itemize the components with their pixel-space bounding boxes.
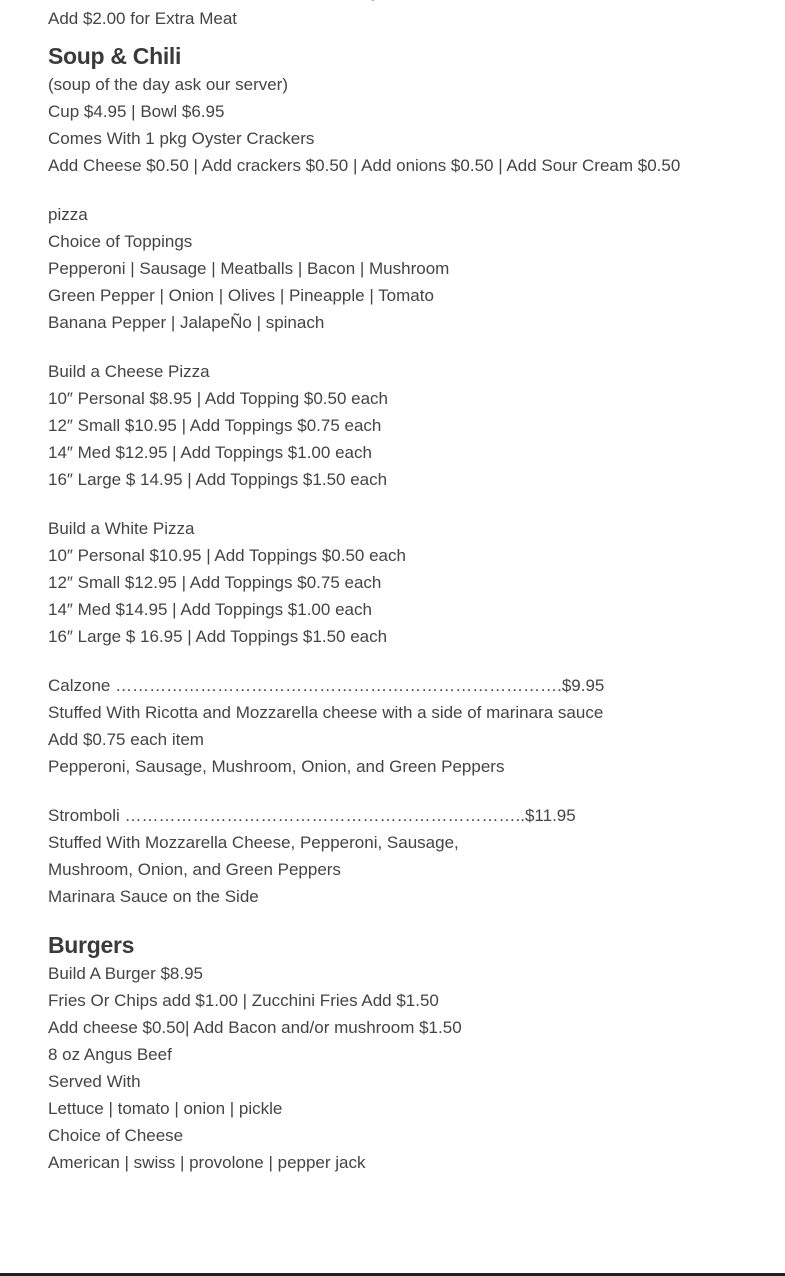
burger-line: Build A Burger $8.95: [48, 964, 204, 983]
cheese-pizza-line: Build a Cheese Pizza: [48, 362, 210, 381]
burgers-heading: Burgers: [48, 932, 135, 958]
soup-line: (soup of the day ask our server): [48, 75, 289, 94]
pizza-line: Choice of Toppings: [48, 232, 193, 251]
calzone-line: Pepperoni, Sausage, Mushroom, Onion, and Green Peppers: [48, 757, 505, 776]
spacer: [48, 493, 768, 515]
pizza-line: Pepperoni | Sausage | Meatballs | Bacon | Mushroom: [48, 259, 450, 278]
menu-content: [48, 0, 768, 1176]
white-pizza-line: 12″ Small $12.95 | Add Toppings $0.75 each: [48, 573, 382, 592]
white-pizza-line: 16″ Large $ 16.95 | Add Toppings $1.50 each: [48, 627, 388, 646]
burger-line: Served With: [48, 1072, 141, 1091]
pizza-title: pizza: [48, 205, 88, 224]
spacer: [48, 650, 768, 672]
burger-line: Lettuce | tomato | onion | pickle: [48, 1099, 283, 1118]
cheese-pizza-line: 12″ Small $10.95 | Add Toppings $0.75 each: [48, 416, 382, 435]
soup-line: Comes With 1 pkg Oyster Crackers: [48, 129, 315, 148]
calzone-line: Calzone …………………………………………………………………….$9.95: [48, 676, 605, 695]
pizza-line: Green Pepper | Onion | Olives | Pineapple | Tomato: [48, 286, 434, 305]
burger-line: American | swiss | provolone | pepper jack: [48, 1153, 366, 1172]
cheese-pizza-line: 14″ Med $12.95 | Add Toppings $1.00 each: [48, 443, 372, 462]
soup-chili-heading: Soup & Chili: [48, 43, 182, 69]
spacer: [48, 179, 768, 201]
stromboli-line: Stuffed With Mozzarella Cheese, Pepperoni, Sausage,: [48, 833, 459, 852]
cheese-pizza-line: 10″ Personal $8.95 | Add Topping $0.50 each: [48, 389, 388, 408]
white-pizza-line: 10″ Personal $10.95 | Add Toppings $0.50 each: [48, 546, 406, 565]
burger-line: Choice of Cheese: [48, 1126, 184, 1145]
stromboli-line: Mushroom, Onion, and Green Peppers: [48, 860, 341, 879]
burger-line: Add cheese $0.50| Add Bacon and/or mushroom $1.50: [48, 1018, 462, 1037]
burger-line: Fries Or Chips add $1.00 | Zucchini Fries Add $1.50: [48, 991, 439, 1010]
stromboli-line: Marinara Sauce on the Side: [48, 887, 259, 906]
spacer: [48, 336, 768, 358]
white-pizza-line: 14″ Med $14.95 | Add Toppings $1.00 each: [48, 600, 372, 619]
burger-line: 8 oz Angus Beef: [48, 1045, 172, 1064]
stromboli-line: Stromboli ……………………………………………………………..$11.95: [48, 806, 576, 825]
spacer: [48, 780, 768, 802]
calzone-line: Stuffed With Ricotta and Mozzarella cheese with a side of marinara sauce: [48, 703, 604, 722]
soup-line: Add Cheese $0.50 | Add crackers $0.50 | Add onions $0.50 | Add Sour Cream $0.50: [48, 156, 681, 175]
pizza-line: Banana Pepper | JalapeÑo | spinach: [48, 313, 325, 332]
calzone-line: Add $0.75 each item: [48, 730, 204, 749]
soup-line: Cup $4.95 | Bowl $6.95: [48, 102, 225, 121]
extra-meat-line: Add $2.00 for Extra Meat: [48, 9, 237, 28]
white-pizza-line: Build a White Pizza: [48, 519, 195, 538]
cheese-pizza-line: 16″ Large $ 14.95 | Add Toppings $1.50 each: [48, 470, 388, 489]
